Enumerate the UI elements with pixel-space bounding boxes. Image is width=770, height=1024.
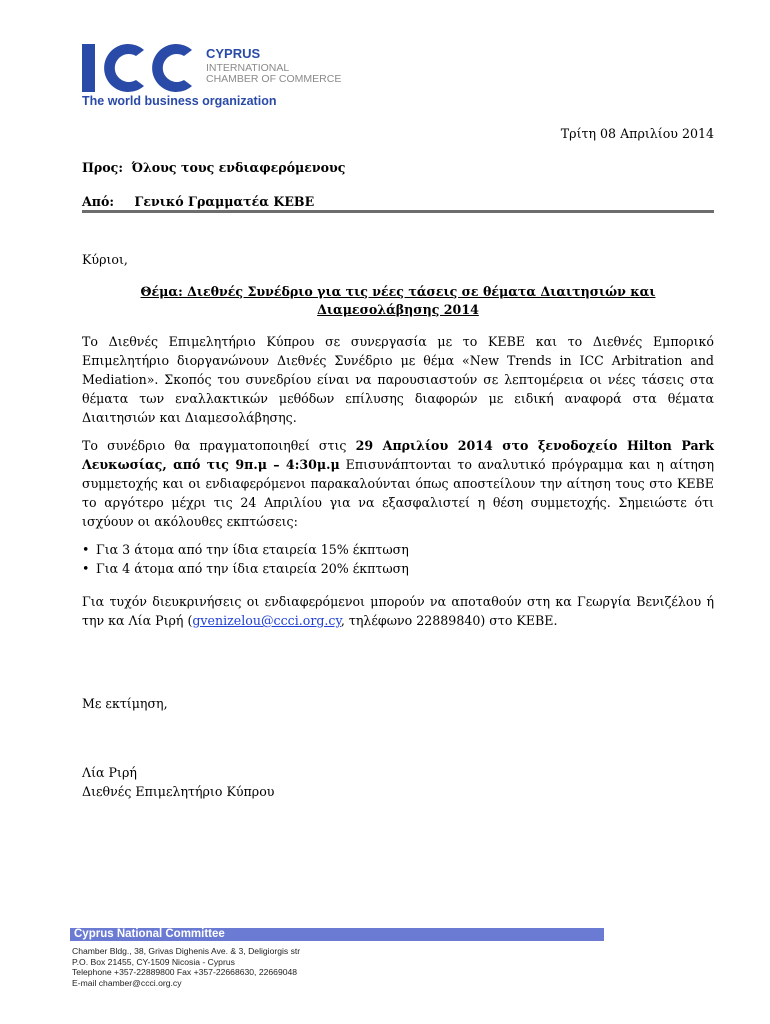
logo-line3: CHAMBER OF COMMERCE <box>206 73 342 85</box>
footer-address <box>72 946 300 988</box>
list-item: • Για 4 άτομα από την ίδια εταιρεία 20% έκπτωση <box>82 559 714 578</box>
paragraph-contact <box>82 592 714 630</box>
from-line <box>82 192 314 211</box>
paragraph-intro: Το Διεθνές Επιμελητήριο Κύπρου σε συνεργασία με το ΚΕΒΕ και το Διεθνές Εμπορικό Επιμελητήριο διοργανώνουν Διεθνές Συνέδριο με θέμα «New Trends in ICC Arbitration and Mediation». Σκοπός του συνεδρίου είναι να παρουσιαστούν σε λεπτομέρεια οι νέες τάσεις στα θέματα των εναλλακτικών μεθόδων επίλυσης διαφορών με ειδική αναφορά στα θέματα Διαιτησιών και Διαμεσολάβησης. <box>82 334 714 425</box>
letter-date: Τρίτη 08 Απριλίου 2014 <box>560 126 714 141</box>
to-line <box>82 158 345 177</box>
subject-line1: Θέμα: Διεθνές Συνέδριο για τις νέες τάσεις σε θέματα Διαιτησιών και <box>140 284 656 299</box>
footer-line: Chamber Bldg., 38, Grivas Dighenis Ave. & 3, Deligiorgis str <box>72 946 301 956</box>
signature-name: Λία Ριρή <box>82 765 137 780</box>
closing: Με εκτίμηση, <box>82 696 168 711</box>
signature-org: Διεθνές Επιμελητήριο Κύπρου <box>82 784 275 799</box>
logo-tagline: The world business organization <box>82 94 277 108</box>
email-link[interactable]: gvenizelou@ccci.org.cy <box>192 613 341 628</box>
paragraph-details-intro: Το συνέδριο θα πραγματοποιηθεί στις <box>82 438 356 453</box>
subject <box>82 283 714 319</box>
discount-list <box>82 540 714 578</box>
header-divider <box>82 210 714 213</box>
list-item: • Για 3 άτομα από την ίδια εταιρεία 15% έκπτωση <box>82 540 714 559</box>
salutation: Κύριοι, <box>82 252 128 267</box>
paragraph-details <box>82 436 714 531</box>
from-label: Από: <box>82 194 115 209</box>
from-value: Γενικό Γραμματέα ΚΕΒΕ <box>134 194 315 209</box>
contact-before: Για τυχόν διευκρινήσεις οι ενδιαφερόμενοι μπορούν να αποταθούν στη κα Γεωργία Βενιζέλου ή την κα Λία Ριρή ( <box>82 594 714 628</box>
signature <box>82 763 274 801</box>
to-label: Προς: <box>82 160 123 175</box>
footer-line: E-mail chamber@ccci.org.cy <box>72 977 182 988</box>
logo-line1: CYPRUS <box>206 46 261 61</box>
footer-line: P.O. Box 21455, CY-1509 Nicosia - Cyprus <box>72 956 235 967</box>
event-date-venue: 29 Απριλίου 2014 στο ξενοδοχείο Hilton Park Λευκωσίας, από τις 9π.μ – 4:30μ.μ <box>82 438 715 472</box>
to-value: Όλους τους ενδιαφερόμενους <box>131 160 346 175</box>
icc-logo <box>82 42 372 112</box>
contact-after: , τηλέφωνο 22889840) στο ΚΕΒΕ. <box>340 613 558 628</box>
icc-logo-graphic <box>82 42 372 112</box>
paragraph-details-rest: Επισυνάπτονται το αναλυτικό πρόγραμμα και η αίτηση συμμετοχής και οι ενδιαφερόμενοι παρακαλούνται όπως αποστείλουν την αίτηση τους στο ΚΕΒΕ το αργότερο μέχρι τις 24 Απριλίου για να εξασφαλιστεί η θέση συμμετοχής. Σημειώστε ότι ισχύουν οι ακόλουθες εκπτώσεις: <box>82 457 714 529</box>
logo-line2: INTERNATIONAL <box>206 62 290 74</box>
footer-committee-bar: Cyprus National Committee <box>70 928 604 941</box>
footer-line: Telephone +357-22889800 Fax +357-22668630, 22669048 <box>72 967 298 977</box>
subject-line2: Διαμεσολάβησης 2014 <box>317 302 479 317</box>
